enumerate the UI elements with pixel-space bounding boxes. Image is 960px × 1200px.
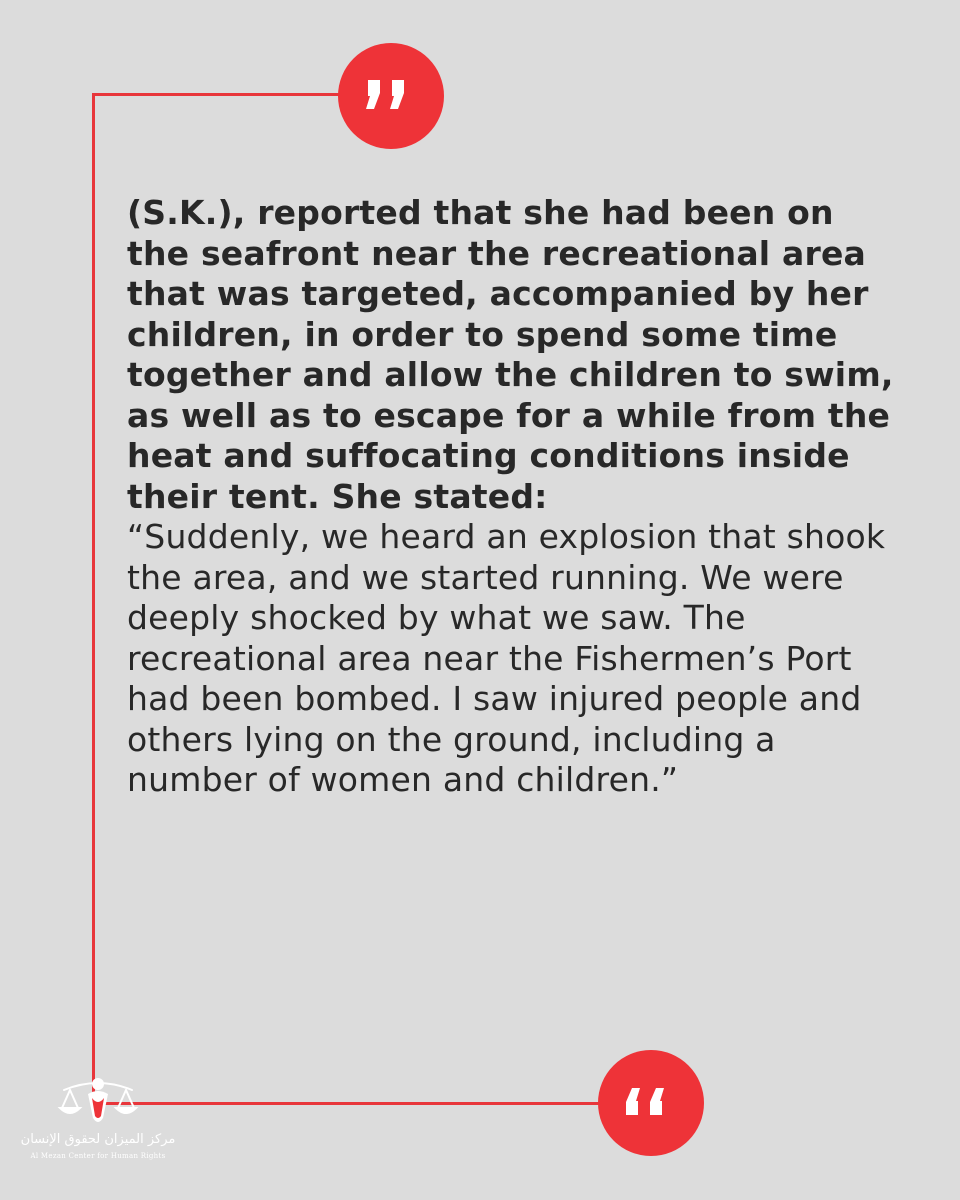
closing-quote-icon (338, 43, 444, 149)
scales-of-justice-icon (56, 1074, 140, 1132)
closing-quote-badge (338, 43, 444, 149)
logo-english-name: Al Mezan Center for Human Rights (30, 1152, 166, 1160)
opening-quote-icon (598, 1050, 704, 1156)
testimony-quote: “Suddenly, we heard an explosion that shook the area, and we started running. We were deeply shocked by what we saw. The recreational area near the Fishermen’s Port had been bombed. I saw injured people and others lying on the ground, including a number of women and children.” (127, 517, 886, 799)
testimony-text (127, 193, 907, 801)
opening-quote-badge (598, 1050, 704, 1156)
frame-line-top (92, 93, 342, 96)
organization-logo (18, 1072, 178, 1172)
testimony-intro: (S.K.), reported that she had been on the seafront near the recreational area that was targeted, accompanied by her children, in order to spend some time together and allow the children to swim, as well as to escape for a while from the heat and suffocating conditions inside their tent. She stated: (127, 193, 894, 516)
logo-arabic-name: مركز الميزان لحقوق الإنسان (20, 1132, 176, 1147)
frame-line-left (92, 93, 95, 1105)
